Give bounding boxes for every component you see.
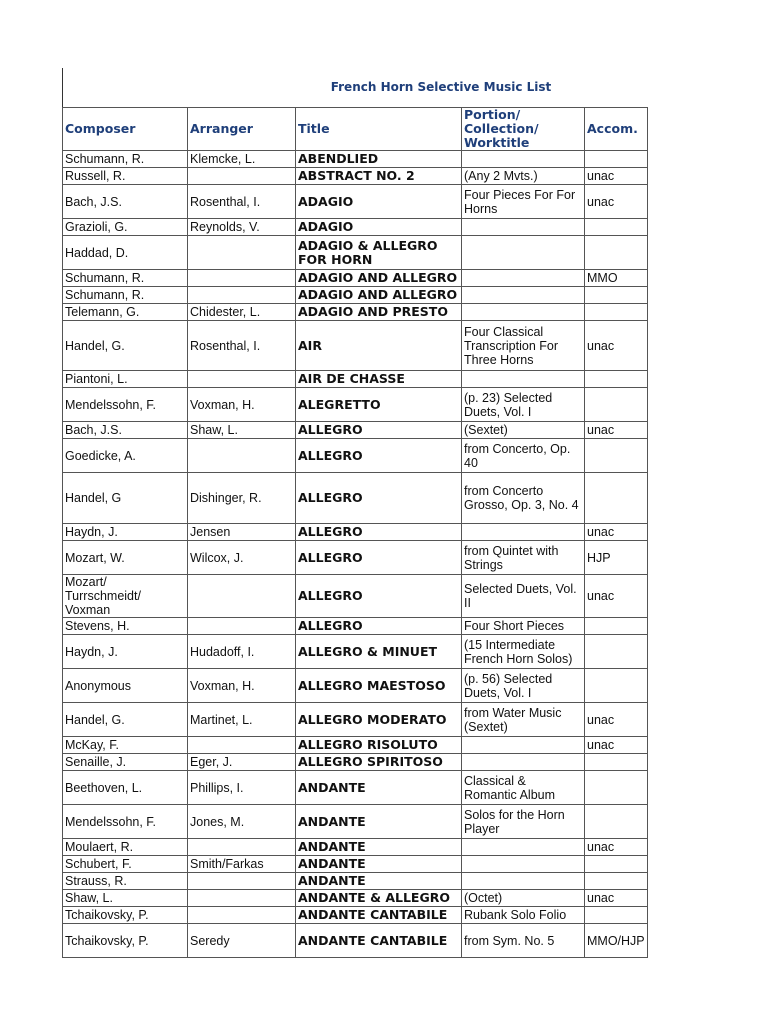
cell-arranger: Wilcox, J. [188, 541, 296, 575]
col-header-arranger: Arranger [188, 108, 296, 151]
cell-arranger: Reynolds, V. [188, 219, 296, 236]
cell-arranger: Rosenthal, I. [188, 185, 296, 219]
cell-title: ADAGIO & ALLEGRO FOR HORN [296, 236, 462, 270]
table-row [63, 541, 648, 575]
cell-accom: unac [585, 321, 648, 371]
cell-title: ABSTRACT NO. 2 [296, 168, 462, 185]
table-row [63, 805, 648, 839]
cell-accom: HJP [585, 541, 648, 575]
cell-portion [462, 856, 585, 873]
cell-portion: (15 Intermediate French Horn Solos) [462, 635, 585, 669]
cell-composer: Haydn, J. [63, 635, 188, 669]
cell-accom [585, 388, 648, 422]
cell-composer: Schubert, F. [63, 856, 188, 873]
cell-composer: McKay, F. [63, 737, 188, 754]
cell-arranger [188, 236, 296, 270]
cell-portion: from Quintet with Strings [462, 541, 585, 575]
table-row [63, 219, 648, 236]
cell-accom [585, 805, 648, 839]
table-row [63, 618, 648, 635]
cell-accom [585, 635, 648, 669]
cell-title: ALLEGRO [296, 541, 462, 575]
cell-composer: Mozart, W. [63, 541, 188, 575]
cell-arranger: Jensen [188, 524, 296, 541]
cell-composer: Haydn, J. [63, 524, 188, 541]
cell-portion: from Concerto Grosso, Op. 3, No. 4 [462, 473, 585, 524]
left-margin-line [62, 68, 63, 108]
cell-composer: Strauss, R. [63, 873, 188, 890]
cell-composer: Handel, G. [63, 703, 188, 737]
cell-accom [585, 754, 648, 771]
cell-title: ALLEGRO RISOLUTO [296, 737, 462, 754]
cell-accom [585, 873, 648, 890]
page-title: French Horn Selective Music List [330, 80, 552, 94]
table-row [63, 321, 648, 371]
table-row [63, 839, 648, 856]
cell-accom: unac [585, 422, 648, 439]
cell-accom [585, 907, 648, 924]
cell-arranger: Phillips, I. [188, 771, 296, 805]
cell-arranger: Smith/Farkas [188, 856, 296, 873]
cell-portion: Rubank Solo Folio [462, 907, 585, 924]
cell-title: ALLEGRO [296, 439, 462, 473]
cell-portion [462, 270, 585, 287]
cell-portion [462, 737, 585, 754]
table-row [63, 907, 648, 924]
cell-composer: Telemann, G. [63, 304, 188, 321]
cell-title: ANDANTE [296, 771, 462, 805]
col-header-title: Title [296, 108, 462, 151]
cell-portion [462, 524, 585, 541]
cell-arranger: Eger, J. [188, 754, 296, 771]
cell-portion: Four Short Pieces [462, 618, 585, 635]
cell-portion: from Concerto, Op. 40 [462, 439, 585, 473]
cell-accom [585, 304, 648, 321]
col-header-accom: Accom. [585, 108, 648, 151]
cell-title: ALLEGRO [296, 575, 462, 618]
cell-composer: Tchaikovsky, P. [63, 907, 188, 924]
table-row [63, 524, 648, 541]
cell-accom [585, 439, 648, 473]
cell-accom: unac [585, 890, 648, 907]
table-row [63, 236, 648, 270]
table-row [63, 703, 648, 737]
cell-arranger: Rosenthal, I. [188, 321, 296, 371]
cell-composer: Shaw, L. [63, 890, 188, 907]
cell-arranger [188, 575, 296, 618]
cell-accom: unac [585, 575, 648, 618]
cell-composer: Grazioli, G. [63, 219, 188, 236]
cell-accom [585, 287, 648, 304]
cell-arranger: Chidester, L. [188, 304, 296, 321]
cell-portion [462, 304, 585, 321]
cell-composer: Handel, G. [63, 321, 188, 371]
cell-portion: from Sym. No. 5 [462, 924, 585, 958]
cell-accom: unac [585, 185, 648, 219]
cell-accom: MMO/HJP [585, 924, 648, 958]
cell-portion: (p. 23) Selected Duets, Vol. I [462, 388, 585, 422]
table-row [63, 287, 648, 304]
cell-arranger [188, 439, 296, 473]
cell-accom: unac [585, 168, 648, 185]
cell-title: ADAGIO [296, 219, 462, 236]
cell-composer: Mozart/ Turrschmeidt/ Voxman [63, 575, 188, 618]
cell-arranger: Dishinger, R. [188, 473, 296, 524]
cell-accom [585, 473, 648, 524]
cell-title: ANDANTE [296, 856, 462, 873]
cell-title: ALLEGRO & MINUET [296, 635, 462, 669]
table-row [63, 754, 648, 771]
cell-title: ABENDLIED [296, 151, 462, 168]
cell-accom [585, 618, 648, 635]
cell-title: ANDANTE [296, 873, 462, 890]
cell-composer: Schumann, R. [63, 151, 188, 168]
cell-accom [585, 771, 648, 805]
table-row [63, 270, 648, 287]
cell-composer: Senaille, J. [63, 754, 188, 771]
cell-composer: Goedicke, A. [63, 439, 188, 473]
cell-portion: Solos for the Horn Player [462, 805, 585, 839]
table-row [63, 473, 648, 524]
table-row [63, 669, 648, 703]
table-row [63, 635, 648, 669]
cell-title: ADAGIO [296, 185, 462, 219]
cell-portion [462, 151, 585, 168]
cell-portion [462, 754, 585, 771]
table-row [63, 890, 648, 907]
cell-portion: Four Classical Transcription For Three Horns [462, 321, 585, 371]
cell-title: ALLEGRO MAESTOSO [296, 669, 462, 703]
cell-portion [462, 287, 585, 304]
cell-portion: Four Pieces For For Horns [462, 185, 585, 219]
cell-arranger: Jones, M. [188, 805, 296, 839]
cell-portion: (Octet) [462, 890, 585, 907]
header-row [63, 108, 648, 151]
table-row [63, 575, 648, 618]
cell-arranger [188, 839, 296, 856]
cell-composer: Moulaert, R. [63, 839, 188, 856]
table-row [63, 873, 648, 890]
cell-accom [585, 236, 648, 270]
cell-title: ANDANTE [296, 805, 462, 839]
cell-title: ANDANTE CANTABILE [296, 907, 462, 924]
cell-composer: Stevens, H. [63, 618, 188, 635]
cell-title: ALLEGRO [296, 618, 462, 635]
table-row [63, 151, 648, 168]
cell-arranger [188, 907, 296, 924]
table-row [63, 304, 648, 321]
cell-arranger [188, 873, 296, 890]
cell-arranger [188, 618, 296, 635]
cell-portion [462, 873, 585, 890]
col-header-portion: Portion/ Collection/ Worktitle [462, 108, 585, 151]
cell-accom [585, 856, 648, 873]
table-row [63, 185, 648, 219]
cell-arranger [188, 371, 296, 388]
cell-title: ANDANTE CANTABILE [296, 924, 462, 958]
cell-portion: (Sextet) [462, 422, 585, 439]
cell-title: ALLEGRO [296, 524, 462, 541]
cell-title: ALLEGRO [296, 422, 462, 439]
cell-arranger: Voxman, H. [188, 388, 296, 422]
cell-accom: unac [585, 737, 648, 754]
cell-arranger: Voxman, H. [188, 669, 296, 703]
cell-portion: Selected Duets, Vol. II [462, 575, 585, 618]
cell-title: ANDANTE & ALLEGRO [296, 890, 462, 907]
cell-portion: Classical & Romantic Album [462, 771, 585, 805]
cell-arranger [188, 737, 296, 754]
table-row [63, 422, 648, 439]
table-row [63, 856, 648, 873]
cell-title: ADAGIO AND PRESTO [296, 304, 462, 321]
cell-accom [585, 371, 648, 388]
cell-accom: unac [585, 703, 648, 737]
cell-arranger: Martinet, L. [188, 703, 296, 737]
table-row [63, 439, 648, 473]
cell-composer: Schumann, R. [63, 270, 188, 287]
table-row [63, 924, 648, 958]
cell-title: ALLEGRO [296, 473, 462, 524]
cell-accom: unac [585, 839, 648, 856]
cell-composer: Haddad, D. [63, 236, 188, 270]
cell-portion [462, 219, 585, 236]
cell-composer: Mendelssohn, F. [63, 805, 188, 839]
cell-arranger: Shaw, L. [188, 422, 296, 439]
col-header-composer: Composer [63, 108, 188, 151]
table-row [63, 737, 648, 754]
cell-composer: Mendelssohn, F. [63, 388, 188, 422]
cell-arranger: Seredy [188, 924, 296, 958]
cell-composer: Schumann, R. [63, 287, 188, 304]
table-row [63, 771, 648, 805]
cell-composer: Piantoni, L. [63, 371, 188, 388]
cell-composer: Tchaikovsky, P. [63, 924, 188, 958]
cell-composer: Bach, J.S. [63, 185, 188, 219]
cell-composer: Russell, R. [63, 168, 188, 185]
cell-title: ADAGIO AND ALLEGRO [296, 287, 462, 304]
cell-portion [462, 839, 585, 856]
cell-portion: from Water Music (Sextet) [462, 703, 585, 737]
cell-portion: (p. 56) Selected Duets, Vol. I [462, 669, 585, 703]
cell-title: ALLEGRO MODERATO [296, 703, 462, 737]
cell-portion: (Any 2 Mvts.) [462, 168, 585, 185]
cell-portion [462, 236, 585, 270]
cell-composer: Handel, G [63, 473, 188, 524]
cell-arranger [188, 890, 296, 907]
music-list-table [62, 107, 648, 958]
cell-arranger: Klemcke, L. [188, 151, 296, 168]
cell-title: ALLEGRO SPIRITOSO [296, 754, 462, 771]
cell-title: AIR [296, 321, 462, 371]
cell-composer: Anonymous [63, 669, 188, 703]
cell-arranger [188, 270, 296, 287]
cell-title: ANDANTE [296, 839, 462, 856]
cell-accom: MMO [585, 270, 648, 287]
cell-arranger: Hudadoff, I. [188, 635, 296, 669]
cell-accom [585, 669, 648, 703]
cell-arranger [188, 168, 296, 185]
cell-composer: Beethoven, L. [63, 771, 188, 805]
cell-title: ADAGIO AND ALLEGRO [296, 270, 462, 287]
cell-arranger [188, 287, 296, 304]
cell-title: ALEGRETTO [296, 388, 462, 422]
cell-accom: unac [585, 524, 648, 541]
table-row [63, 388, 648, 422]
cell-portion [462, 371, 585, 388]
cell-accom [585, 151, 648, 168]
cell-composer: Bach, J.S. [63, 422, 188, 439]
table-row [63, 371, 648, 388]
cell-title: AIR DE CHASSE [296, 371, 462, 388]
table-row [63, 168, 648, 185]
cell-accom [585, 219, 648, 236]
